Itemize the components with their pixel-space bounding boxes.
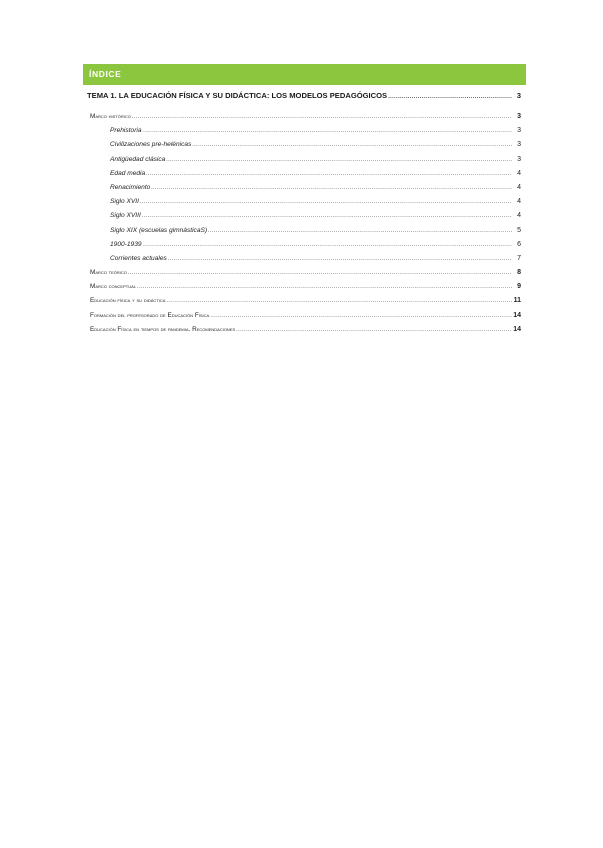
index-title: ÍNDICE <box>89 69 122 79</box>
toc-leader-dots <box>143 128 512 134</box>
toc-leader-dots <box>210 313 512 319</box>
toc-entry-label: Educación Física en tiempos de pandemia. Recomendaciones <box>90 325 236 333</box>
toc-entry-label: 1900-1939 <box>110 240 142 248</box>
toc-entry-siglo-xviii[interactable] <box>87 212 521 226</box>
toc-entry-tema-1[interactable] <box>87 91 521 107</box>
toc-entry-page: 3 <box>517 113 521 120</box>
toc-entry-page: 3 <box>517 127 521 135</box>
toc-leader-dots <box>151 185 512 191</box>
toc-entry-marco-historico[interactable] <box>87 113 521 127</box>
toc-entry-label: Prehistoria <box>110 127 142 135</box>
toc-entry-page: 14 <box>513 311 521 319</box>
toc-entry-page: 4 <box>517 183 521 191</box>
toc-entry-siglo-xvii[interactable] <box>87 198 521 212</box>
toc-entry-renacimiento[interactable] <box>87 184 521 198</box>
toc-leader-dots <box>388 94 512 100</box>
toc-entry-label: Siglo XIX (escuelas gimnásticaS) <box>110 226 208 234</box>
index-header-bar <box>83 64 526 85</box>
toc-entry-label: Marco conceptual <box>90 283 136 291</box>
toc-entry-page: 6 <box>517 240 521 248</box>
toc-entry-page: 8 <box>517 269 521 277</box>
toc-entry-page: 5 <box>517 226 521 234</box>
toc-leader-dots <box>208 228 512 234</box>
toc-entry-page: 11 <box>513 297 521 305</box>
toc-leader-dots <box>236 327 512 333</box>
toc-entry-label: Marco histórico <box>90 113 131 120</box>
toc-entry-siglo-xix[interactable] <box>87 227 521 241</box>
toc-entry-educacion-fisica-didactica[interactable] <box>87 297 521 311</box>
toc-entry-label: Marco teórico <box>90 269 127 277</box>
toc-entry-label: Renacimiento <box>110 183 151 191</box>
toc-entry-label: Antigüedad clásica <box>110 155 166 163</box>
toc-leader-dots <box>142 213 512 219</box>
toc-leader-dots <box>166 298 512 304</box>
toc-entry-label: TEMA 1. LA EDUCACIÓN FÍSICA Y SU DIDÁCTICA: LOS MODELOS PEDAGÓGICOS <box>87 91 388 100</box>
toc-entry-page: 9 <box>517 283 521 291</box>
toc-entry-page: 3 <box>517 155 521 163</box>
toc-leader-dots <box>140 199 512 205</box>
toc-entry-1900-1939[interactable] <box>87 241 521 255</box>
toc-entry-label: Formación del profesorado de Educación Física <box>90 311 210 319</box>
toc-entry-label: Corrientes actuales <box>110 254 167 262</box>
toc-entry-page: 3 <box>516 91 521 100</box>
toc-entry-label: Civilizaciones pre-helénicas <box>110 141 192 149</box>
table-of-contents <box>87 91 521 340</box>
toc-leader-dots <box>192 142 512 148</box>
toc-entry-page: 14 <box>513 325 521 333</box>
toc-entry-edad-media[interactable] <box>87 170 521 184</box>
toc-entry-label: Edad media <box>110 169 146 177</box>
toc-leader-dots <box>168 256 512 262</box>
toc-entry-label: Siglo XVIII <box>110 212 141 220</box>
toc-entry-label: Educación física y su didáctica <box>90 297 166 305</box>
toc-entry-page: 3 <box>517 141 521 149</box>
toc-entry-page: 4 <box>517 212 521 220</box>
toc-entry-prehistoria[interactable] <box>87 127 521 141</box>
toc-entry-antiguedad[interactable] <box>87 156 521 170</box>
toc-entry-page: 4 <box>517 169 521 177</box>
toc-entry-page: 4 <box>517 198 521 206</box>
toc-leader-dots <box>143 242 512 248</box>
toc-leader-dots <box>137 284 512 290</box>
toc-entry-label: Siglo XVII <box>110 198 139 206</box>
toc-entry-marco-conceptual[interactable] <box>87 283 521 297</box>
toc-leader-dots <box>128 270 512 276</box>
toc-entry-pandemia[interactable] <box>87 326 521 340</box>
toc-entry-formacion-profesorado[interactable] <box>87 312 521 326</box>
toc-entry-corrientes[interactable] <box>87 255 521 269</box>
toc-leader-dots <box>146 171 512 177</box>
toc-entry-civilizaciones[interactable] <box>87 141 521 155</box>
toc-entry-page: 7 <box>517 254 521 262</box>
toc-leader-dots <box>166 157 512 163</box>
toc-leader-dots <box>132 114 512 120</box>
toc-entry-marco-teorico[interactable] <box>87 269 521 283</box>
